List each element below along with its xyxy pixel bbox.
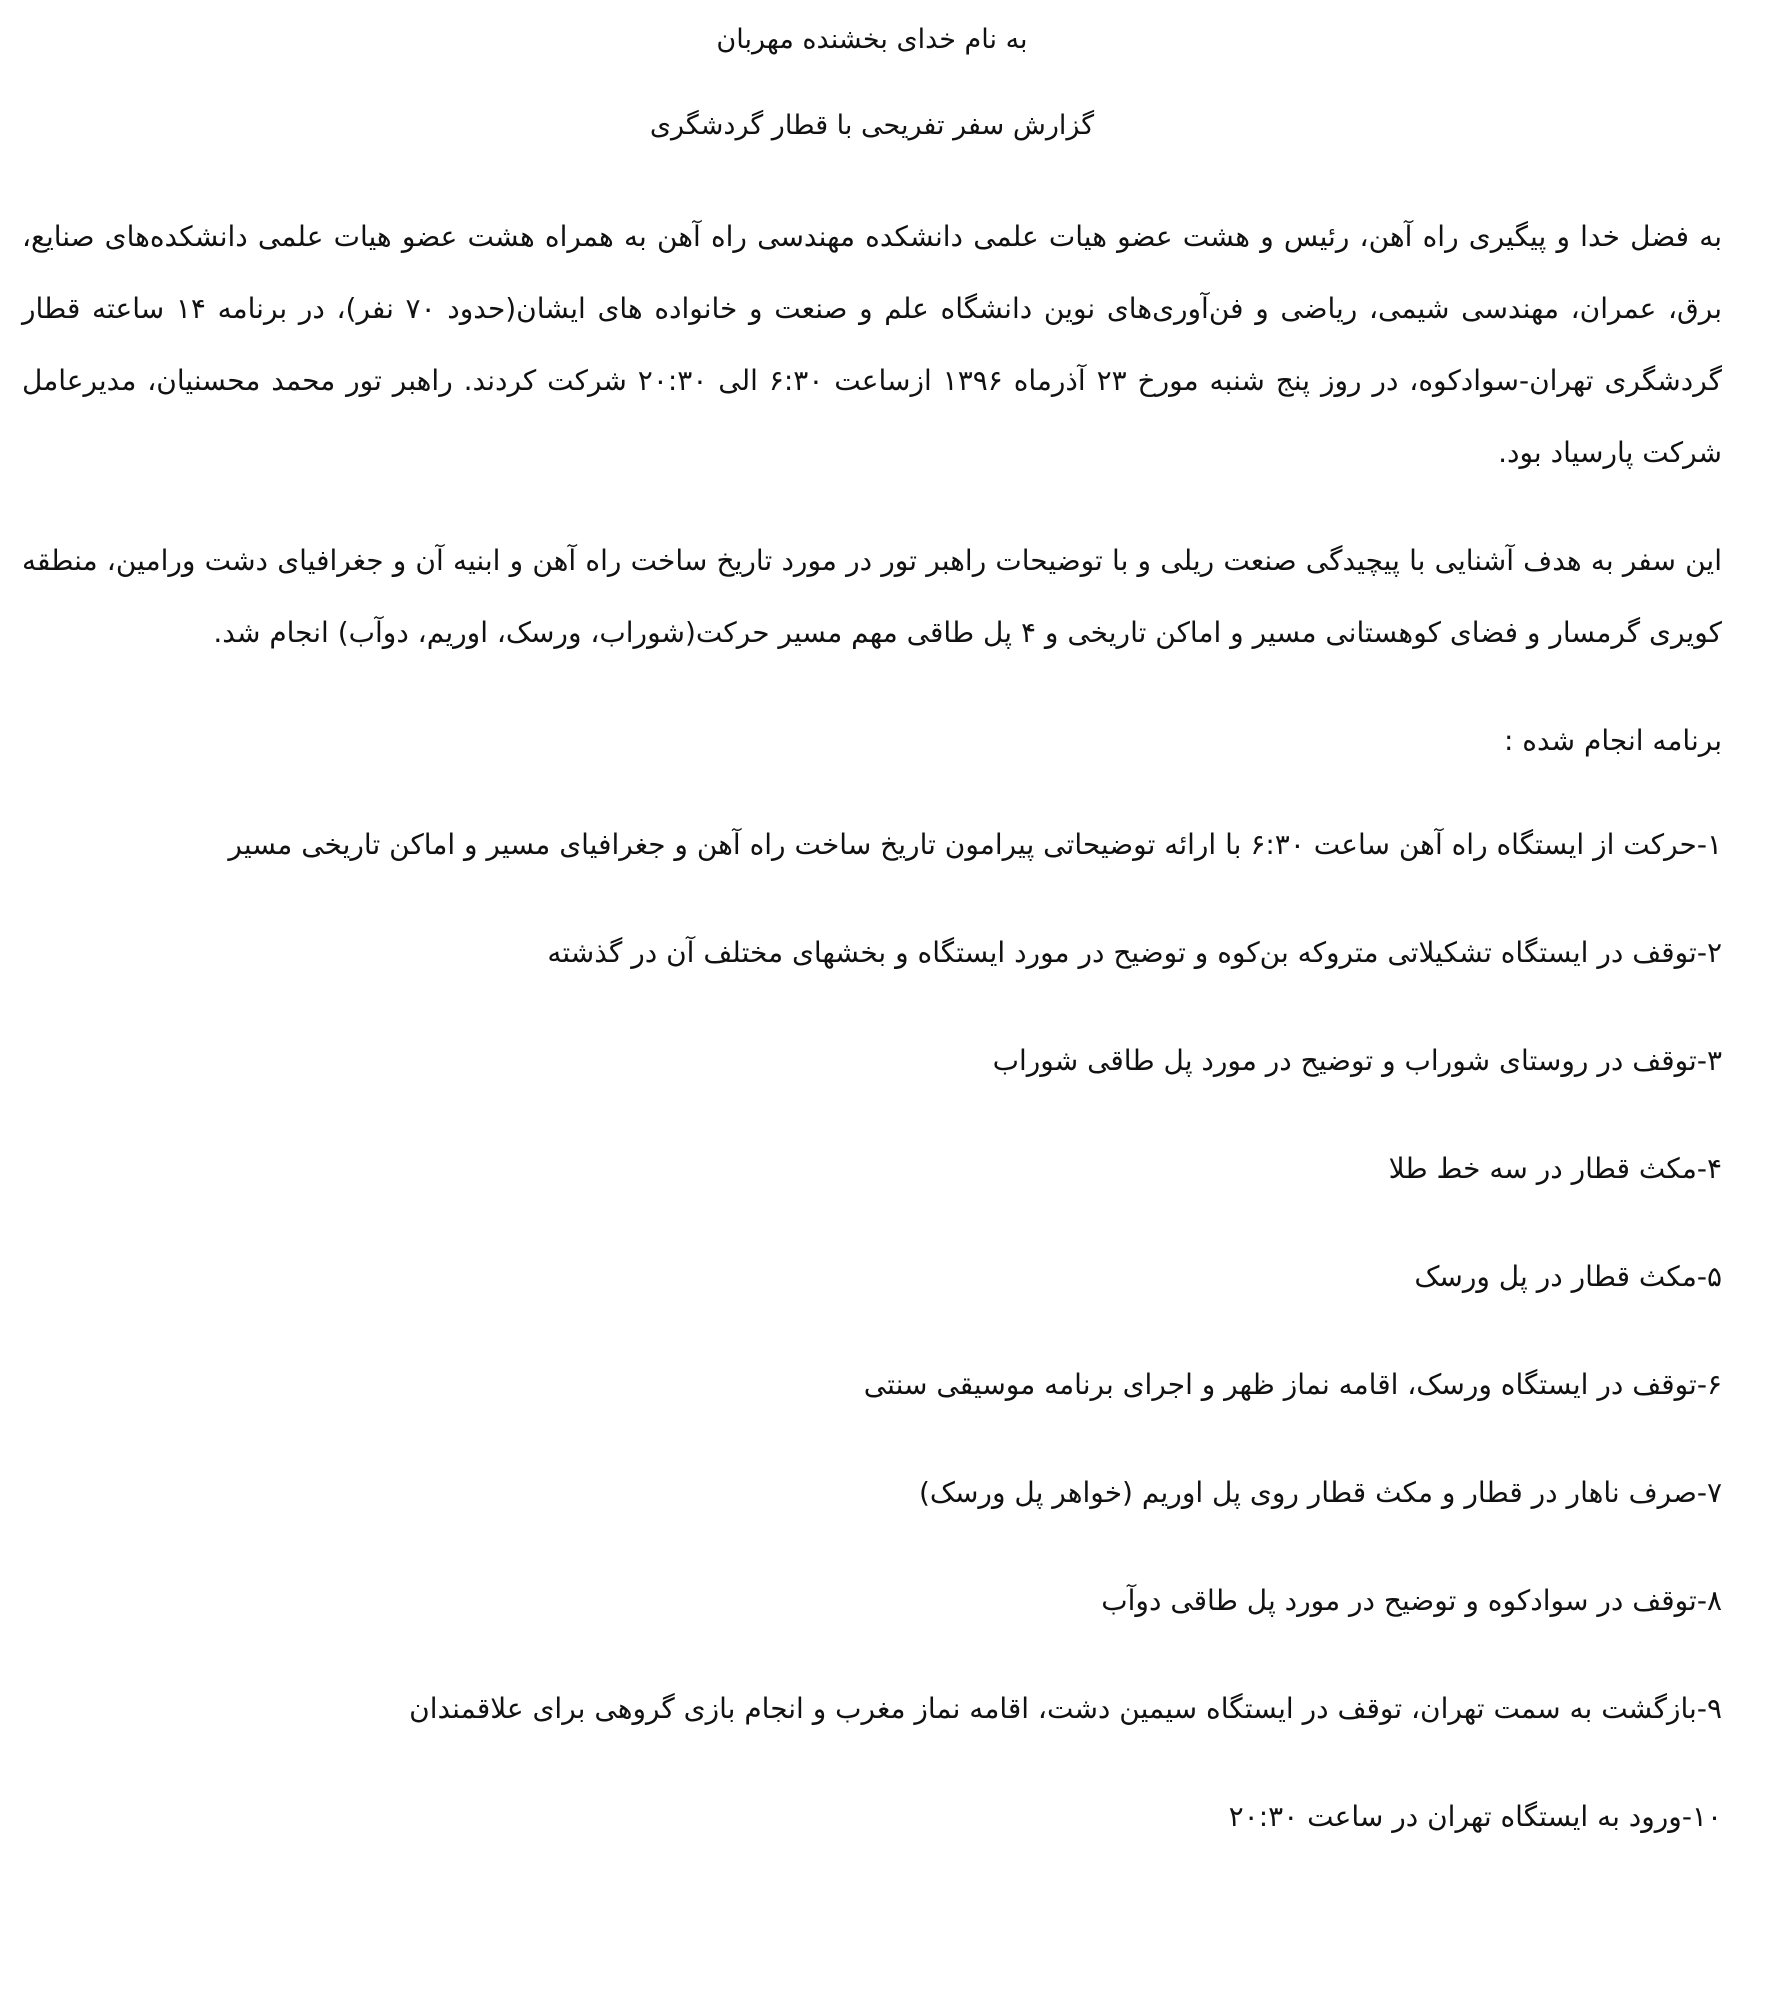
program-item-7: ۷-صرف ناهار در قطار و مکث قطار روی پل اوریم (خواهر پل ورسک)	[918, 1475, 1722, 1509]
basmala-heading: به نام خدای بخشنده مهربان	[716, 24, 1028, 55]
program-item-9: ۹-بازگشت به سمت تهران، توقف در ایستگاه سیمین دشت، اقامه نماز مغرب و انجام بازی گروهی برای علاقمندان	[409, 1691, 1722, 1725]
program-item-5: ۵-مکث قطار در پل ورسک	[1414, 1259, 1722, 1293]
purpose-paragraph: این سفر به هدف آشنایی با پیچیدگی صنعت ریلی و با توضیحات راهبر تور در مورد تاریخ ساخت راه آهن و ابنیه آن و جغرافیای دشت ورامین، منطقه کویری گرمسار و فضای کوهستانی مسیر و اماکن تاریخی و ۴ پل طاقی مهم مسیر حرکت(شوراب، ورسک، اوریم، دوآب) انجام شد.	[22, 543, 1722, 649]
program-item-6: ۶-توقف در ایستگاه ورسک، اقامه نماز ظهر و اجرای برنامه موسیقی سنتی	[863, 1367, 1722, 1401]
program-item-8: ۸-توقف در سوادکوه و توضیح در مورد پل طاقی دوآب	[1101, 1583, 1722, 1617]
program-label: برنامه انجام شده :	[1503, 723, 1722, 757]
program-item-2: ۲-توقف در ایستگاه تشکیلاتی متروکه بن‌کوه و توضیح در مورد ایستگاه و بخشهای مختلف آن در گذشته	[547, 935, 1722, 969]
document-page	[22, 0, 1722, 2000]
program-item-1: ۱-حرکت از ایستگاه راه آهن ساعت ۶:۳۰ با ارائه توضیحاتی پیرامون تاریخ ساخت راه آهن و جغرافیای مسیر و اماکن تاریخی مسیر	[228, 827, 1722, 861]
program-list	[22, 809, 1722, 1889]
intro-paragraph: به فضل خدا و پیگیری راه آهن، رئیس و هشت عضو هیات علمی دانشکده مهندسی راه آهن به همراه هشت عضو هیات علمی دانشکده‌های صنایع، برق، عمران، مهندسی شیمی، ریاضی و فن‌آوری‌های نوین دانشگاه علم و صنعت و خانواده های ایشان(حدود ۷۰ نفر)، در برنامه ۱۴ ساعته قطار گردشگری تهران-سوادکوه، در روز پنج شنبه مورخ ۲۳ آذرماه ۱۳۹۶ ازساعت ۶:۳۰ الی ۲۰:۳۰ شرکت کردند. راهبر تور محمد محسنیان، مدیرعامل شرکت پارسیاد بود.	[22, 219, 1723, 469]
program-item-3: ۳-توقف در روستای شوراب و توضیح در مورد پل طاقی شوراب	[992, 1043, 1722, 1077]
program-item-4: ۴-مکث قطار در سه خط طلا	[1388, 1151, 1722, 1185]
report-title: گزارش سفر تفریحی با قطار گردشگری	[649, 110, 1095, 142]
program-item-10: ۱۰-ورود به ایستگاه تهران در ساعت ۲۰:۳۰	[1228, 1799, 1722, 1833]
